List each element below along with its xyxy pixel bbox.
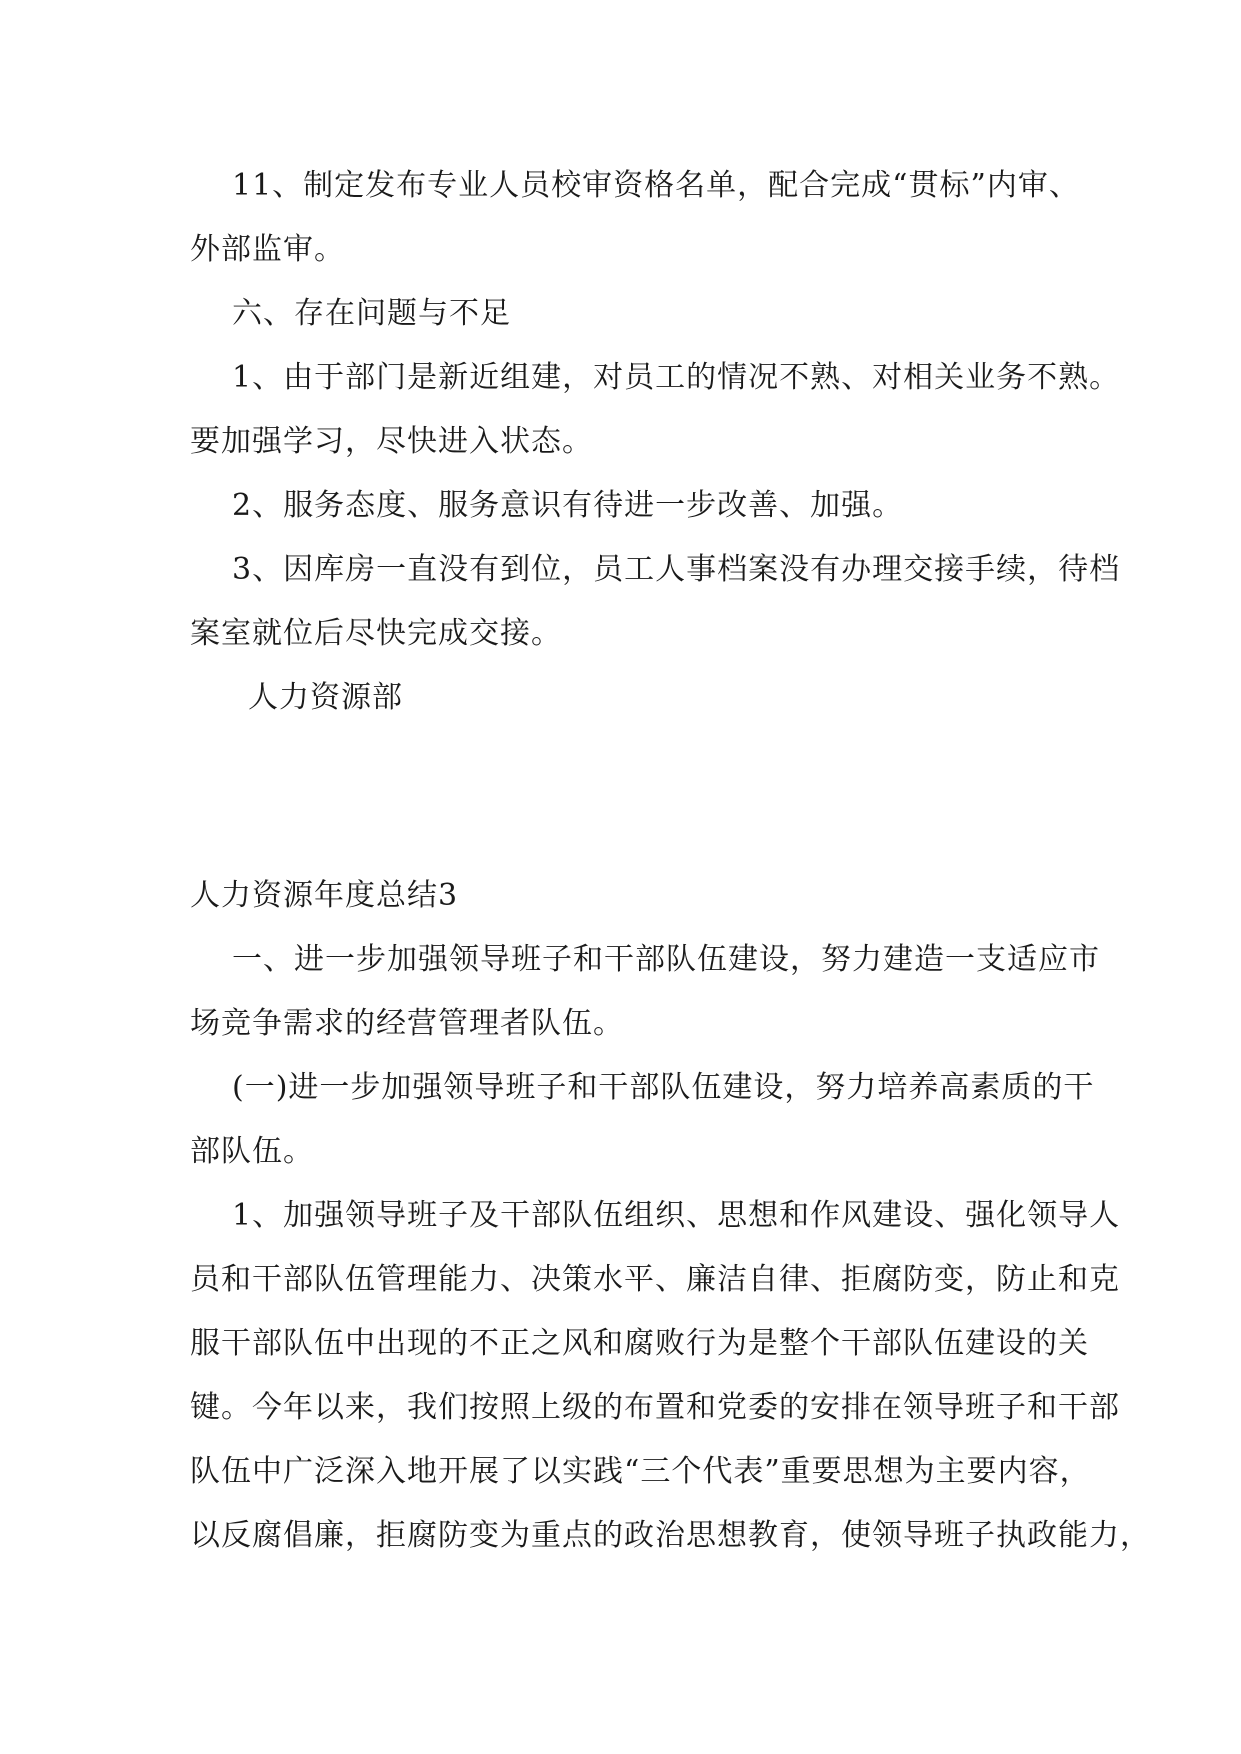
signature-department: 人力资源部 — [248, 680, 403, 715]
section-heading: 一、进一步加强领导班子和干部队伍建设，努力建造一支适应市 — [232, 942, 1100, 977]
paragraph-line: 要加强学习，尽快进入状态。 — [190, 424, 593, 459]
subsection-heading: (一)进一步加强领导班子和干部队伍建设，努力培养高素质的干 — [232, 1070, 1095, 1105]
paragraph-line: 服干部队伍中出现的不正之风和腐败行为是整个干部队伍建设的关 — [190, 1326, 1089, 1361]
paragraph-line: 队伍中广泛深入地开展了以实践“三个代表”重要思想为主要内容， — [190, 1454, 1091, 1489]
document-title: 人力资源年度总结3 — [190, 878, 459, 913]
paragraph-line: 键。今年以来，我们按照上级的布置和党委的安排在领导班子和干部 — [190, 1390, 1120, 1425]
paragraph-line: 3、因库房一直没有到位，员工人事档案没有办理交接手续，待档 — [232, 552, 1121, 587]
paragraph-line: 2、服务态度、服务意识有待进一步改善、加强。 — [232, 488, 904, 523]
paragraph-line: 案室就位后尽快完成交接。 — [190, 616, 562, 651]
paragraph-line: 1、由于部门是新近组建，对员工的情况不熟、对相关业务不熟。 — [232, 360, 1121, 395]
paragraph-line: 外部监审。 — [190, 232, 345, 267]
paragraph-line: 1、加强领导班子及干部队伍组织、思想和作风建设、强化领导人 — [232, 1198, 1121, 1233]
paragraph-line: 11、制定发布专业人员校审资格名单，配合完成“贯标”内审、 — [232, 168, 1080, 203]
paragraph-line: 场竞争需求的经营管理者队伍。 — [190, 1006, 624, 1041]
section-heading: 六、存在问题与不足 — [232, 296, 511, 331]
paragraph-line: 部队伍。 — [190, 1134, 314, 1169]
paragraph-line: 以反腐倡廉，拒腐防变为重点的政治思想教育，使领导班子执政能力， — [190, 1518, 1151, 1553]
paragraph-line: 员和干部队伍管理能力、决策水平、廉洁自律、拒腐防变，防止和克 — [190, 1262, 1120, 1297]
